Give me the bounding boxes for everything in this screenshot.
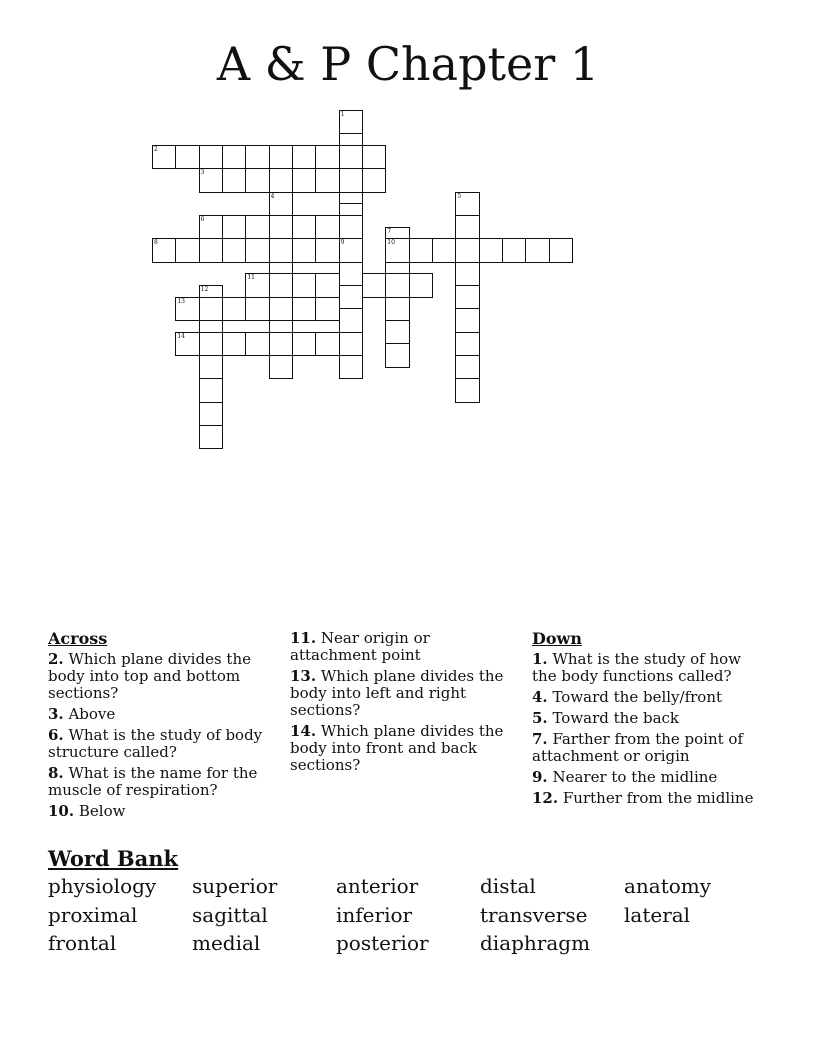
crossword-cell[interactable] bbox=[175, 145, 199, 169]
crossword-cell[interactable] bbox=[339, 110, 363, 134]
word-bank-word: distal bbox=[480, 874, 536, 898]
crossword-cell[interactable] bbox=[199, 355, 223, 379]
word-bank-word: posterior bbox=[336, 931, 429, 955]
crossword-cell[interactable] bbox=[455, 355, 479, 379]
crossword-cell[interactable] bbox=[222, 297, 246, 321]
crossword-cell[interactable] bbox=[199, 297, 223, 321]
crossword-cell[interactable] bbox=[199, 332, 223, 356]
crossword-cell[interactable] bbox=[269, 145, 293, 169]
crossword-cell[interactable] bbox=[455, 262, 479, 286]
crossword-cell[interactable] bbox=[199, 425, 223, 449]
clue-number: 10. bbox=[48, 802, 75, 820]
crossword-cell[interactable] bbox=[292, 297, 316, 321]
crossword-cell[interactable] bbox=[222, 215, 246, 239]
clue-text: Farther from the point of attachment or origin bbox=[532, 730, 744, 765]
word-bank-word: anterior bbox=[336, 874, 419, 898]
crossword-cell[interactable] bbox=[315, 332, 339, 356]
crossword-cell[interactable] bbox=[432, 238, 456, 262]
cell-number: 6 bbox=[200, 216, 205, 224]
clue-number: 11. bbox=[290, 629, 317, 647]
word-bank-word: sagittal bbox=[192, 902, 268, 927]
clue-number: 9. bbox=[532, 768, 548, 786]
clue-number: 8. bbox=[48, 764, 64, 782]
clue-number: 2. bbox=[48, 650, 64, 668]
crossword-cell[interactable] bbox=[222, 168, 246, 192]
crossword-cell[interactable] bbox=[269, 168, 293, 192]
cell-number: 3 bbox=[200, 169, 205, 177]
clue-text: Toward the belly/front bbox=[552, 688, 723, 706]
crossword-cell[interactable] bbox=[222, 238, 246, 262]
crossword-cell[interactable] bbox=[315, 238, 339, 262]
crossword-cell[interactable] bbox=[245, 273, 269, 297]
crossword-cell[interactable] bbox=[362, 168, 386, 192]
crossword-cell[interactable] bbox=[222, 145, 246, 169]
clue-text: Toward the back bbox=[552, 709, 680, 727]
across-header: Across bbox=[48, 629, 108, 648]
crossword-cell[interactable] bbox=[455, 285, 479, 309]
crossword-cell[interactable] bbox=[152, 238, 176, 262]
crossword-cell[interactable] bbox=[339, 168, 363, 192]
down-clue bbox=[532, 710, 760, 727]
clue-text: Near origin or attachment point bbox=[290, 629, 430, 664]
crossword-cell[interactable] bbox=[339, 285, 363, 309]
clue-text: Nearer to the midline bbox=[552, 768, 718, 786]
cell-number: 5 bbox=[457, 192, 462, 200]
crossword-cell[interactable] bbox=[455, 378, 479, 402]
crossword-cell[interactable] bbox=[199, 145, 223, 169]
across-clue bbox=[48, 765, 276, 799]
crossword-cell[interactable] bbox=[269, 192, 293, 216]
down-clues-column bbox=[532, 630, 760, 811]
crossword-cell[interactable] bbox=[385, 273, 409, 297]
crossword-cell[interactable] bbox=[269, 355, 293, 379]
crossword-cell[interactable] bbox=[315, 273, 339, 297]
across-clue bbox=[48, 727, 276, 761]
word-bank-word: proximal bbox=[48, 902, 138, 927]
word-bank-word: lateral bbox=[624, 902, 691, 927]
crossword-cell[interactable] bbox=[339, 262, 363, 286]
cell-number: 10 bbox=[387, 239, 395, 247]
across-clue bbox=[48, 651, 276, 702]
crossword-cell[interactable] bbox=[292, 332, 316, 356]
clue-number: 12. bbox=[532, 789, 559, 807]
crossword-cell[interactable] bbox=[525, 238, 549, 262]
crossword-cell[interactable] bbox=[245, 168, 269, 192]
across-clue bbox=[290, 668, 518, 719]
clue-text: What is the study of body structure called? bbox=[48, 726, 263, 761]
word-bank-word: inferior bbox=[336, 902, 413, 927]
crossword-cell[interactable] bbox=[292, 215, 316, 239]
clue-text: Which plane divides the body into front and back sections? bbox=[290, 722, 504, 774]
crossword-cell[interactable] bbox=[269, 273, 293, 297]
word-bank-word: physiology bbox=[48, 874, 157, 898]
clue-text: Further from the midline bbox=[562, 789, 754, 807]
crossword-cell[interactable] bbox=[409, 238, 433, 262]
crossword-cell[interactable] bbox=[199, 215, 223, 239]
crossword-cell[interactable] bbox=[339, 308, 363, 332]
down-clue bbox=[532, 731, 760, 765]
clue-text: Which plane divides the body into left and right sections? bbox=[290, 667, 504, 719]
crossword-cell[interactable] bbox=[175, 297, 199, 321]
crossword-cell[interactable] bbox=[455, 192, 479, 216]
crossword-cell[interactable] bbox=[222, 332, 246, 356]
crossword-cell[interactable] bbox=[385, 320, 409, 344]
crossword-cell[interactable] bbox=[269, 238, 293, 262]
crossword-cell[interactable] bbox=[362, 273, 386, 297]
word-bank-word: superior bbox=[192, 874, 278, 898]
crossword-cell[interactable] bbox=[269, 297, 293, 321]
crossword-cell[interactable] bbox=[199, 378, 223, 402]
crossword-cell[interactable] bbox=[152, 145, 176, 169]
crossword-cell[interactable] bbox=[455, 308, 479, 332]
crossword-cell[interactable] bbox=[269, 332, 293, 356]
cell-number: 8 bbox=[154, 239, 158, 247]
word-bank-word: diaphragm bbox=[480, 931, 591, 955]
crossword-cell[interactable] bbox=[292, 168, 316, 192]
crossword-cell[interactable] bbox=[385, 343, 409, 367]
clue-text: Above bbox=[68, 705, 116, 723]
crossword-cell[interactable] bbox=[455, 332, 479, 356]
word-bank-word: transverse bbox=[480, 902, 588, 927]
crossword-cell[interactable] bbox=[339, 238, 363, 262]
crossword-cell[interactable] bbox=[245, 215, 269, 239]
across-clues-column-1 bbox=[48, 630, 276, 824]
crossword-cell[interactable] bbox=[339, 332, 363, 356]
crossword-cell[interactable] bbox=[409, 273, 433, 297]
cell-number: 9 bbox=[340, 239, 345, 247]
crossword-cell[interactable] bbox=[339, 145, 363, 169]
clue-number: 1. bbox=[532, 650, 548, 668]
crossword-cell[interactable] bbox=[315, 297, 339, 321]
crossword-cell[interactable] bbox=[245, 297, 269, 321]
clue-number: 7. bbox=[532, 730, 548, 748]
crossword-cell[interactable] bbox=[339, 215, 363, 239]
cell-number: 14 bbox=[177, 332, 185, 340]
crossword-cell[interactable] bbox=[315, 215, 339, 239]
crossword-cell[interactable] bbox=[199, 238, 223, 262]
crossword-cell[interactable] bbox=[315, 145, 339, 169]
clue-text: Below bbox=[78, 802, 126, 820]
crossword-cell[interactable] bbox=[339, 355, 363, 379]
crossword-cell[interactable] bbox=[269, 215, 293, 239]
word-bank-word: frontal bbox=[48, 931, 117, 955]
down-clue bbox=[532, 651, 760, 685]
down-clue bbox=[532, 790, 760, 807]
crossword-cell[interactable] bbox=[385, 238, 409, 262]
cell-number: 7 bbox=[387, 227, 392, 235]
clue-text: Which plane divides the body into top and bottom sections? bbox=[48, 650, 251, 702]
clue-number: 3. bbox=[48, 705, 64, 723]
crossword-cell[interactable] bbox=[455, 215, 479, 239]
page-title: A & P Chapter 1 bbox=[216, 37, 600, 91]
cell-number: 1 bbox=[340, 111, 345, 118]
crossword-cell[interactable] bbox=[245, 145, 269, 169]
crossword-cell[interactable] bbox=[479, 238, 503, 262]
crossword-cell[interactable] bbox=[292, 273, 316, 297]
cell-number: 2 bbox=[154, 146, 158, 153]
crossword-cell[interactable] bbox=[549, 238, 573, 262]
cell-number: 4 bbox=[270, 192, 275, 200]
crossword-cell[interactable] bbox=[292, 145, 316, 169]
clue-number: 13. bbox=[290, 667, 317, 685]
word-bank-title: Word Bank bbox=[48, 846, 179, 871]
crossword-cell[interactable] bbox=[175, 238, 199, 262]
down-header: Down bbox=[532, 629, 582, 648]
clue-number: 4. bbox=[532, 688, 548, 706]
word-bank-word: anatomy bbox=[624, 874, 712, 898]
cell-number: 11 bbox=[247, 274, 255, 282]
crossword-cell[interactable] bbox=[315, 168, 339, 192]
down-clue bbox=[532, 689, 760, 706]
across-clue bbox=[48, 706, 276, 723]
down-clue bbox=[532, 769, 760, 786]
crossword-cell[interactable] bbox=[245, 332, 269, 356]
crossword-cell[interactable] bbox=[292, 238, 316, 262]
across-clue bbox=[290, 630, 518, 664]
across-clue bbox=[290, 723, 518, 774]
crossword-cell[interactable] bbox=[199, 168, 223, 192]
clue-number: 5. bbox=[532, 709, 548, 727]
clue-number: 14. bbox=[290, 722, 317, 740]
clue-text: What is the name for the muscle of respiration? bbox=[48, 764, 258, 799]
across-clues-column-2 bbox=[290, 630, 518, 778]
across-clue bbox=[48, 803, 276, 820]
crossword-cell[interactable] bbox=[455, 238, 479, 262]
clue-text: What is the study of how the body functions called? bbox=[532, 650, 741, 685]
word-bank-word: medial bbox=[192, 931, 261, 955]
crossword-cell[interactable] bbox=[175, 332, 199, 356]
crossword-cell[interactable] bbox=[362, 145, 386, 169]
crossword-cell[interactable] bbox=[245, 238, 269, 262]
cell-number: 13 bbox=[177, 297, 185, 305]
crossword-cell[interactable] bbox=[385, 297, 409, 321]
crossword-cell[interactable] bbox=[199, 402, 223, 426]
clue-number: 6. bbox=[48, 726, 64, 744]
crossword-cell[interactable] bbox=[502, 238, 526, 262]
cell-number: 12 bbox=[200, 286, 209, 294]
